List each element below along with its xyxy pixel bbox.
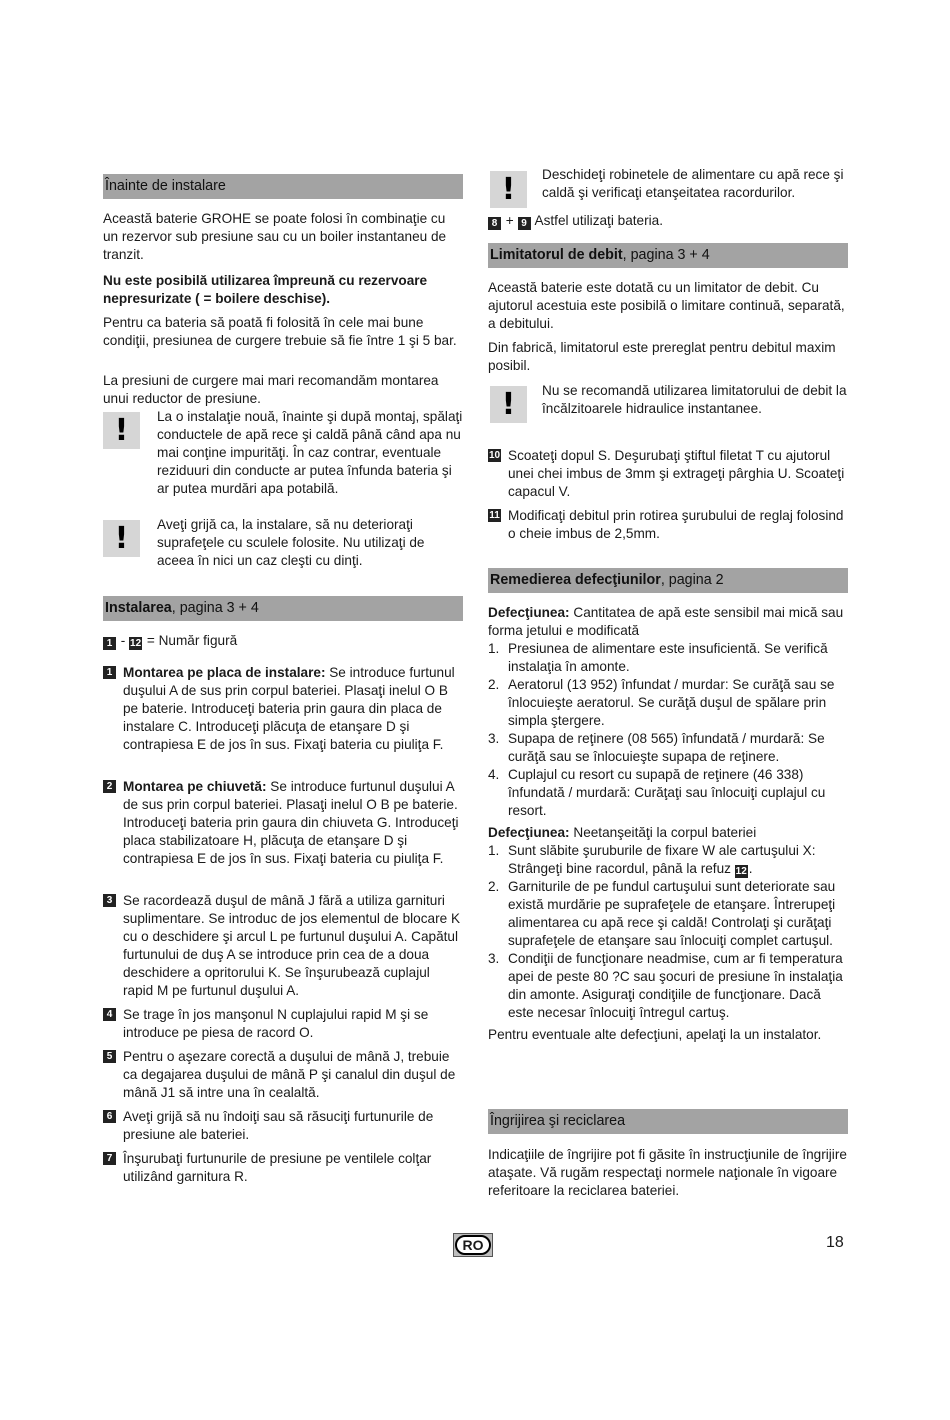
step-number-badge: 6 bbox=[103, 1110, 116, 1123]
list-item: 2. Aeratorul (13 952) înfundat / murdar: Se curăţă sau se înlocuieşte aeratorul. Se curăţă duşul de spălare prin simpla ştergere. bbox=[488, 677, 835, 728]
list-item: 3. Condiţii de funcţionare neadmise, cum ar fi temperatura apei de peste 80 ?C sau şocuri de presiune în instalaţia din amonte. Asiguraţi condiţiile de funcţionare. Dacă este necesar înlocuiţi întregul cartuş. bbox=[488, 951, 843, 1020]
exclamation-icon: ! bbox=[103, 412, 140, 449]
figure-number-badge: 12 bbox=[130, 638, 142, 649]
language-badge bbox=[453, 1233, 493, 1257]
step-item: 7 Înşurubaţi furtunurile de presiune pe ventilele colţar utilizând garnitura R. bbox=[103, 1150, 463, 1186]
paragraph: La presiuni de curgere mai mari recomandăm montarea unui reductor de presiune. bbox=[103, 373, 439, 406]
step-item: 1 Montarea pe placa de instalare: Se introduce furtunul duşului A de sus prin corpul bateriei. Plasaţi inelul O B pe baterie. Introduceţi bateria prin gaura din placa de instalare C. Introduceţi plăcuţa de etanşare D şi contrapiesa E de jos în sus. Fixaţi bateria cu piuliţa F. bbox=[103, 664, 463, 754]
section-header-before-install: Înainte de instalare bbox=[103, 174, 463, 199]
list-item: 3. Supapa de reţinere (08 565) înfundată / murdară: Se curăţă sau se înlocuieşte supapa de reţinere. bbox=[488, 731, 825, 764]
section-header-flow-limiter: Limitatorul de debit, pagina 3 + 4 bbox=[488, 243, 848, 268]
figure-number-badge: 9 bbox=[518, 217, 531, 230]
list-item: 1. Presiunea de alimentare este insuficientă. Se verifică instalaţia în amonte. bbox=[488, 641, 828, 674]
figure-number-badge: 1 bbox=[103, 637, 116, 650]
paragraph-bold: Nu este posibilă utilizarea împreună cu rezervoare nepresurizate ( = boilere deschise). bbox=[103, 273, 428, 306]
step-item: 10 Scoateţi dopul S. Deşurubaţi ştiftul filetat T cu ajutorul unei chei imbus de 3mm şi extrageţi pârghia U. Scoateţi capacul V. bbox=[488, 448, 845, 499]
exclamation-icon: ! bbox=[103, 520, 140, 557]
language-code: RO bbox=[462, 1237, 484, 1253]
step-item: 4 Se trage în jos manşonul N cuplajului rapid M şi se introduce pe piesa de racord O. bbox=[103, 1006, 463, 1042]
step-item: 3 Se racordează duşul de mână J fără a utiliza garnituri suplimentare. Se introduc de jos elementul de blocare K cu o deschidere şi arcul L pe furtunul duşului A. Capătul furtunului de duş A se introduce prin cea de a doua deschidere a opritorului K. Se înşurubează cuplajul rapid M pe furtunul duşului A. bbox=[103, 892, 463, 1000]
exclamation-icon: ! bbox=[490, 171, 527, 208]
list-item: 2. Garniturile de pe fundul cartuşului sunt deteriorate sau există murdărie pe suprafeţele de etanşare. Întrerupeţi alimentarea cu apă rece şi caldă! Controlaţi şi curăţaţi suprafeţele de etanşare sau înlocuiţi complet cartuşul. bbox=[488, 879, 836, 948]
figure-reference: 1 - 12 = Număr figură bbox=[103, 632, 463, 650]
paragraph: Această baterie este dotată cu un limitator de debit. Cu ajutorul acestuia este posibilă o limitare continuă, separată, a debitului. bbox=[488, 280, 845, 331]
warning-text: Deschideţi robinetele de alimentare cu apă rece şi caldă şi verificaţi etanşeitatea racordurilor. bbox=[542, 167, 844, 200]
step-number-badge: 2 bbox=[103, 780, 116, 793]
step-item: 2 Montarea pe chiuvetă: Se introduce furtunul duşului A de sus prin corpul bateriei. Plasaţi inelul O B pe baterie. Introduceţi bateria prin gaura din chiuveta G. Introduceţi placa stabilizatoare H, plăcuţa de etanşare D şi contrapiesa E de jos în sus. Fixaţi bateria cu piuliţa F. bbox=[103, 778, 463, 868]
paragraph: Pentru ca bateria să poată fi folosită în cele mai bune condiţii, presiunea de curgere trebuie să fie între 1 şi 5 bar. bbox=[103, 315, 457, 348]
fault-list bbox=[488, 640, 848, 820]
paragraph: Această baterie GROHE se poate folosi în combinaţie cu un rezervor sub presiune sau cu un boiler instantaneu de tranzit. bbox=[103, 211, 447, 262]
step-number-badge: 11 bbox=[489, 510, 500, 521]
step-number-badge: 5 bbox=[103, 1050, 116, 1063]
paragraph: Pentru eventuale alte defecţiuni, apelaţi la un instalator. bbox=[488, 1027, 822, 1042]
fault-description: Defecţiunea: Cantitatea de apă este sensibil mai mică sau forma jetului e modificată bbox=[488, 605, 844, 638]
step-item: 11 Modificaţi debitul prin rotirea şurubului de reglaj folosind o cheie imbus de 2,5mm. bbox=[489, 508, 844, 541]
usage-line: 8 + 9 Astfel utilizaţi bateria. bbox=[488, 212, 848, 230]
warning-text: La o instalaţie nouă, înainte şi după montaj, spălaţi conductele de apă rece şi caldă până când apa nu mai conţine impurităţi. În caz contrar, eventuale reziduuri din conducte ar putea înfunda bateria şi ar putea murdări apa potabilă. bbox=[157, 409, 463, 496]
step-item: 6 Aveţi grijă să nu îndoiţi sau să răsuciţi furtunurile de presiune ale bateriei. bbox=[103, 1108, 463, 1144]
step-item: 5 Pentru o aşezare corectă a duşului de mână J, trebuie ca degajarea duşului de mână P şi canalul din duşul de mână J1 să intre una în cealaltă. bbox=[103, 1048, 463, 1102]
section-header-installation: Instalarea, pagina 3 + 4 bbox=[103, 596, 463, 621]
paragraph: Indicaţiile de îngrijire pot fi găsite în instrucţiunile de îngrijire ataşate. Vă rugăm respectaţi normele naţionale în vigoare referitoare la reciclarea bateriei. bbox=[488, 1147, 847, 1198]
troubleshooting-block bbox=[488, 604, 848, 1044]
fault-list bbox=[488, 842, 848, 1022]
fault-description: Defecţiunea: Neetanşeităţi la corpul bateriei bbox=[488, 825, 757, 840]
warning-text: Nu se recomandă utilizarea limitatorului de debit la încălzitoarele hidraulice instantanee. bbox=[542, 383, 847, 416]
warning-text: Aveţi grijă ca, la instalare, să nu deterioraţi suprafeţele cu sculele folosite. Nu utilizaţi de aceea în nici un caz cleşti cu dinţi. bbox=[157, 517, 425, 568]
section-header-care-recycling: Îngrijirea şi reciclarea bbox=[488, 1109, 848, 1134]
step-number-badge: 1 bbox=[103, 666, 116, 679]
step-number-badge: 3 bbox=[103, 894, 116, 907]
figure-number-badge: 8 bbox=[488, 217, 501, 230]
list-item: 4. Cuplajul cu resort cu supapă de reţinere (46 338) înfundată / murdară: Curăţaţi sau înlocuiţi cuplajul cu resort. bbox=[488, 767, 826, 818]
section-header-troubleshooting: Remedierea defecţiunilor, pagina 2 bbox=[488, 568, 848, 593]
list-item: 1. Sunt slăbite şuruburile de fixare W ale cartuşului X: Strângeţi bine racordul, până la refuz 12 . bbox=[488, 843, 816, 877]
paragraph: Din fabrică, limitatorul este prereglat pentru debitul maxim posibil. bbox=[488, 340, 836, 373]
step-number-badge: 4 bbox=[103, 1008, 116, 1021]
exclamation-icon: ! bbox=[490, 386, 527, 423]
page-number: 18 bbox=[826, 1234, 844, 1251]
figure-number-badge: 12 bbox=[735, 866, 747, 877]
step-number-badge: 7 bbox=[103, 1152, 116, 1165]
step-number-badge: 10 bbox=[488, 450, 501, 461]
